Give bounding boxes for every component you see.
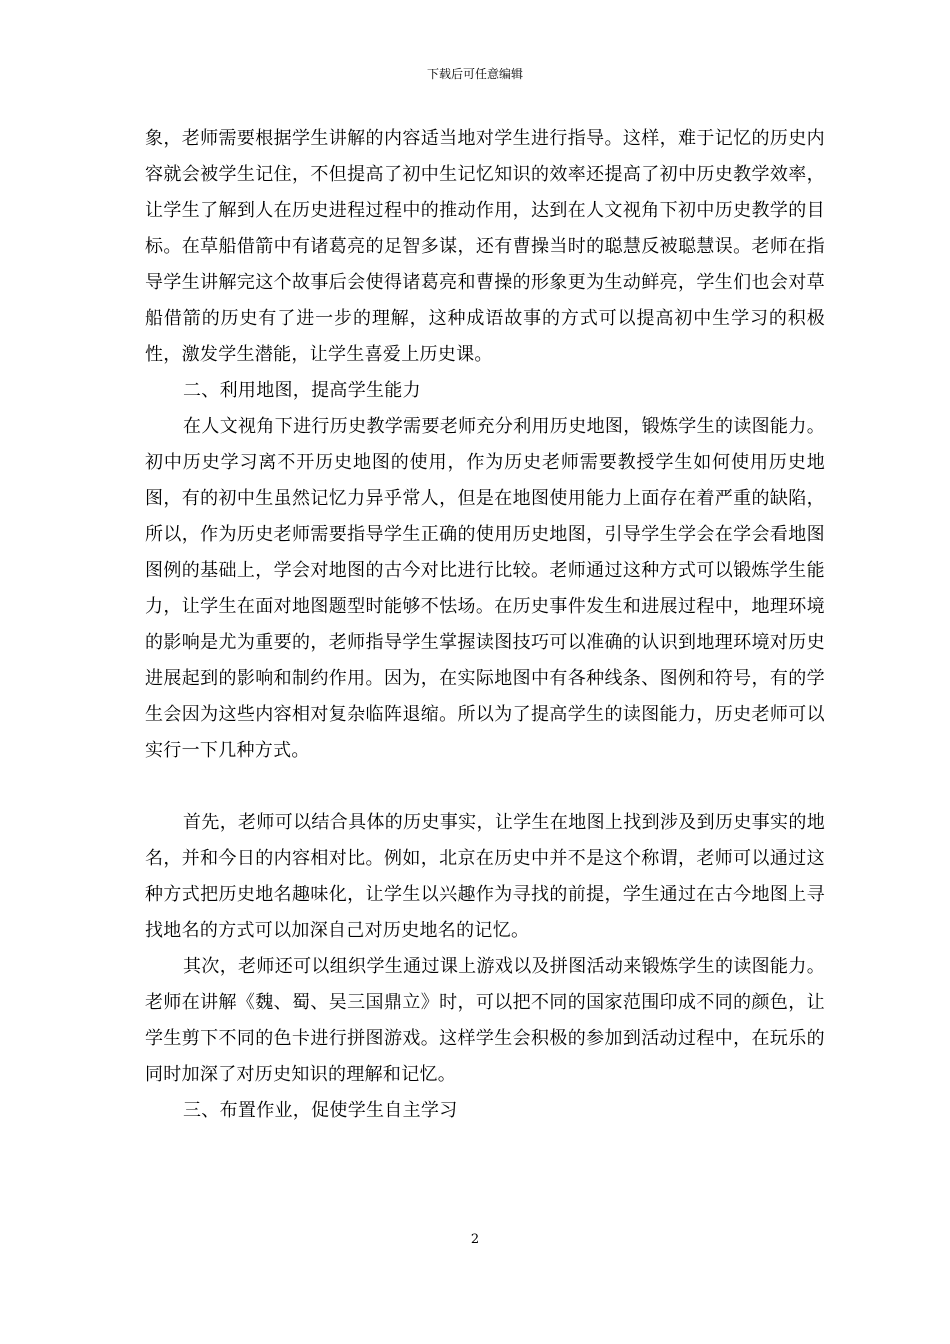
document-body xyxy=(145,121,825,1129)
page-header: 下载后可任意编辑 xyxy=(426,67,523,81)
paragraph-first-method: 首先，老师可以结合具体的历史事实，让学生在地图上找到涉及到历史事实的地名，并和今日的内容相对比。例如，北京在历史中并不是这个称谓，老师可以通过这种方式把历史地名趣味化，让学生以兴趣作为寻找的前提，学生通过在古今地图上寻找地名的方式可以加深自己对历史地名的记忆。 xyxy=(145,812,825,941)
page-number: 2 xyxy=(470,1232,480,1247)
paragraph-map-usage: 在人文视角下进行历史教学需要老师充分利用历史地图，锻炼学生的读图能力。初中历史学习离不开历史地图的使用，作为历史老师需要教授学生如何使用历史地图，有的初中生虽然记忆力异乎常人，但是在地图使用能力上面存在着严重的缺陷，所以，作为历史老师需要指导学生正确的使用历史地图，引导学生学会在学会看地图图例的基础上，学会对地图的古今对比进行比较。老师通过这种方式可以锻炼学生能力，让学生在面对地图题型时能够不怯场。在历史事件发生和进展过程中，地理环境的影响是尤为重要的，老师指导学生掌握读图技巧可以准确的认识到地理环境对历史进展起到的影响和制约作用。因为，在实际地图中有各种线条、图例和符号，有的学生会因为这些内容相对复杂临阵退缩。所以为了提高学生的读图能力，历史老师可以实行一下几种方式。 xyxy=(145,416,825,761)
section-heading-3: 三、布置作业，促使学生自主学习 xyxy=(183,1100,458,1121)
paragraph-second-method: 其次，老师还可以组织学生通过课上游戏以及拼图活动来锻炼学生的读图能力。老师在讲解《魏、蜀、吴三国鼎立》时，可以把不同的国家范围印成不同的颜色，让学生剪下不同的色卡进行拼图游戏。这样学生会积极的参加到活动过程中，在玩乐的同时加深了对历史知识的理解和记忆。 xyxy=(145,956,825,1085)
paragraph-continuation: 象，老师需要根据学生讲解的内容适当地对学生进行指导。这样，难于记忆的历史内容就会被学生记住，不但提高了初中生记忆知识的效率还提高了初中历史教学效率，让学生了解到人在历史进程过程中的推动作用，达到在人文视角下初中历史教学的目标。在草船借箭中有诸葛亮的足智多谋，还有曹操当时的聪慧反被聪慧误。老师在指导学生讲解完这个故事后会使得诸葛亮和曹操的形象更为生动鲜亮，学生们也会对草船借箭的历史有了进一步的理解，这种成语故事的方式可以提高初中生学习的积极性，激发学生潜能，让学生喜爱上历史课。 xyxy=(145,128,825,365)
section-heading-2: 二、利用地图，提高学生能力 xyxy=(183,380,421,401)
